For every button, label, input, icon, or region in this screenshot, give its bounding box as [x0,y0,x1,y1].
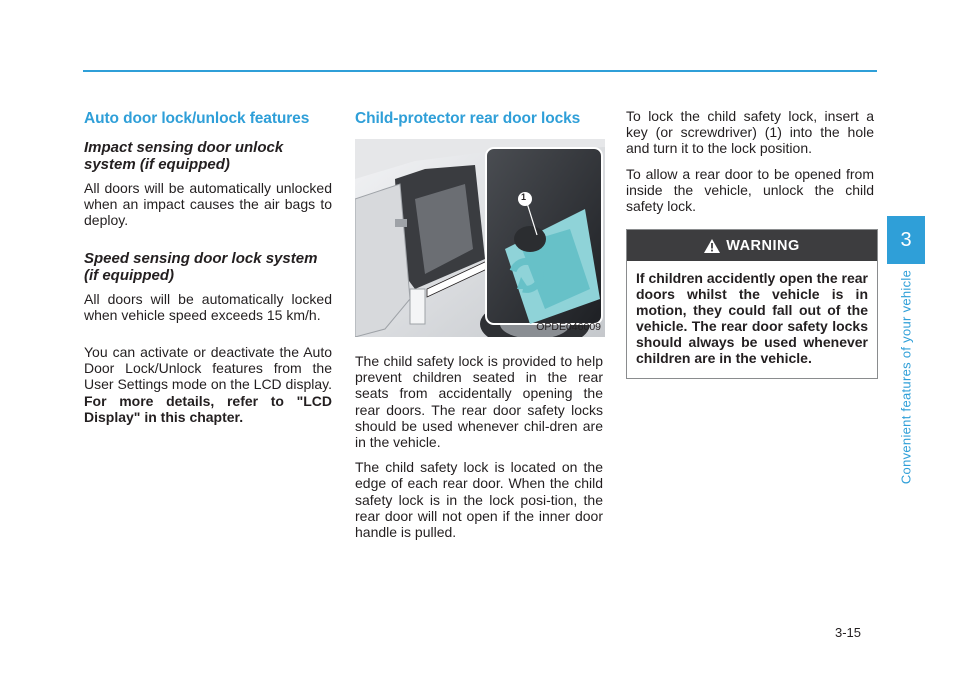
paragraph-lock-procedure: To lock the child safety lock, insert a key (or screwdriver) (1) into the hole and turn it to the lock position. [626,108,874,157]
callout-number: 1 [521,192,527,202]
child-lock-illustration [355,139,605,337]
warning-box [626,229,878,379]
column-auto-door-lock [84,110,332,434]
subheading-impact-sensing: Impact sensing door unlock system (if equipped) [84,139,284,173]
chapter-title: Convenient features of your vehicle [898,269,914,485]
page-number: 3-15 [835,625,862,640]
header-rule [83,70,877,72]
warning-text: If children accidently open the rear doors whilst the vehicle is in motion, they could fall out of the vehicle. The rear door safety locks should always be used whenever children are in the vehicle. [636,270,868,367]
warning-title: WARNING [726,237,800,254]
user-settings-text: You can activate or deactivate the Auto Door Lock/Unlock features from the User Settings mode on the LCD display. [84,344,332,393]
car-door-drawing [355,139,605,337]
figure-code: OPDE046009 [536,321,601,333]
paragraph-impact-sensing: All doors will be automatically unlocked when an impact causes the air bags to deploy. [84,180,332,229]
warning-triangle-icon [704,239,720,253]
paragraph-child-lock-location: The child safety lock is located on the edge of each rear door. When the child safety lock is in the lock posi-tion, the rear door will not open if the inner door handle is pulled. [355,459,603,541]
user-settings-reference: For more details, refer to "LCD Display" in this chapter. [84,392,332,425]
section-heading-auto-door-lock: Auto door lock/unlock features [84,110,310,127]
column-lock-instructions [626,108,874,379]
warning-body [627,261,877,378]
warning-header [627,230,877,261]
paragraph-user-settings [84,344,332,425]
subheading-speed-sensing: Speed sensing door lock system (if equipped) [84,249,318,284]
column-child-protector [355,110,603,549]
paragraph-child-lock-purpose: The child safety lock is provided to help prevent children seated in the rear seats from accidentally opening the rear doors. The rear door safety locks should be used whenever chil-dren are in the vehicle. [355,353,603,451]
chapter-tab [887,216,925,264]
section-heading-child-protector: Child-protector rear door locks [355,110,581,127]
chapter-number: 3 [900,228,912,251]
paragraph-speed-sensing: All doors will be automatically locked when vehicle speed exceeds 15 km/h. [84,290,332,323]
paragraph-unlock-procedure: To allow a rear door to be opened from inside the vehicle, unlock the child safety lock. [626,165,874,215]
